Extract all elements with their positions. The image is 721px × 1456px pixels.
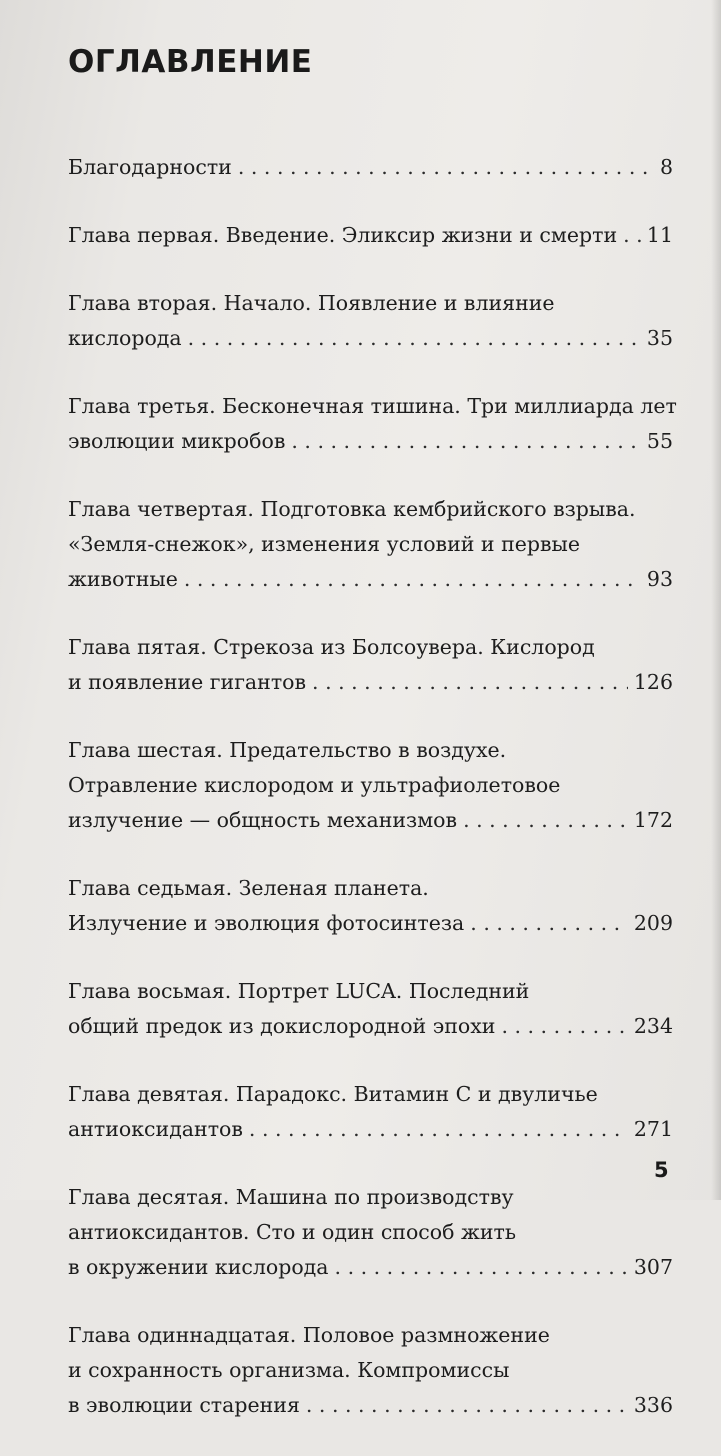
dot-leader xyxy=(184,562,641,597)
dot-leader xyxy=(470,906,628,941)
toc-entry-title-line: Глава одиннадцатая. Половое размножение xyxy=(68,1323,550,1347)
toc-entry-title-line: Глава седьмая. Зеленая планета. xyxy=(68,876,429,900)
toc-entry-title-line: Глава десятая. Машина по производству xyxy=(68,1185,514,1209)
toc-entry-final-line xyxy=(68,803,673,838)
toc-entry-final-line xyxy=(68,1388,673,1423)
toc-page-number: 209 xyxy=(633,911,673,935)
table-of-contents xyxy=(68,150,677,1456)
toc-entry-title-line: в окружении кислорода xyxy=(68,1255,329,1279)
toc-entry xyxy=(68,286,673,356)
toc-entry xyxy=(68,1318,673,1423)
toc-page-number: 126 xyxy=(633,670,673,694)
toc-entry-final-line xyxy=(68,665,673,700)
toc-page-number: 271 xyxy=(633,1117,673,1141)
toc-page-number: 35 xyxy=(646,326,673,350)
toc-page-number: 307 xyxy=(633,1255,673,1279)
toc-entry-final-line xyxy=(68,150,673,185)
dot-leader xyxy=(306,1388,628,1423)
toc-entry-title-line: в эволюции старения xyxy=(68,1393,300,1417)
toc-entry-title-line: Излучение и эволюция фотосинтеза xyxy=(68,911,465,935)
toc-entry-title-line: Глава шестая. Предательство в воздухе. xyxy=(68,738,507,762)
toc-entry-final-line xyxy=(68,562,673,597)
toc-entry-title-line: общий предок из докислородной эпохи xyxy=(68,1014,496,1038)
toc-entry-final-line xyxy=(68,321,673,356)
toc-entry-title-line: и появление гигантов xyxy=(68,670,307,694)
dot-leader xyxy=(335,1250,628,1285)
toc-entry xyxy=(68,492,673,597)
toc-entry-title-line: Благодарности xyxy=(68,155,232,179)
toc-entry-title-line: кислорода xyxy=(68,326,182,350)
toc-entry-title-line: «Земля-снежок», изменения условий и первые xyxy=(68,532,581,556)
page-title: ОГЛАВЛЕНИЕ xyxy=(68,44,313,80)
toc-entry-final-line xyxy=(68,1009,673,1044)
toc-entry xyxy=(68,389,677,459)
toc-entry xyxy=(68,1180,673,1285)
toc-page-number: 11 xyxy=(646,223,673,247)
dot-leader xyxy=(249,1112,628,1147)
toc-entry-title-line: антиоксидантов. Сто и один способ жить xyxy=(68,1220,517,1244)
dot-leader xyxy=(238,150,654,185)
toc-page-number: 234 xyxy=(633,1014,673,1038)
toc-entry-title-line: Глава первая. Введение. Эликсир жизни и смерти xyxy=(68,223,618,247)
toc-entry-final-line xyxy=(68,1112,673,1147)
toc-entry-title-line: Глава третья. Бесконечная тишина. Три миллиарда лет xyxy=(68,394,677,418)
toc-entry-title-line: Глава вторая. Начало. Появление и влияние xyxy=(68,291,555,315)
toc-entry xyxy=(68,218,673,253)
toc-entry-title-line: Глава пятая. Стрекоза из Болсоувера. Кислород xyxy=(68,635,595,659)
toc-entry-title-line: Глава восьмая. Портрет LUCA. Последний xyxy=(68,979,530,1003)
toc-entry-title-line: животные xyxy=(68,567,178,591)
toc-entry-title-line: эволюции микробов xyxy=(68,429,286,453)
toc-entry-final-line xyxy=(68,906,673,941)
dot-leader xyxy=(623,218,641,253)
dot-leader xyxy=(188,321,641,356)
dot-leader xyxy=(312,665,628,700)
toc-page-number: 55 xyxy=(646,429,673,453)
page-number: 5 xyxy=(654,1158,669,1182)
toc-entry-title-line: антиоксидантов xyxy=(68,1117,243,1141)
toc-entry-final-line xyxy=(68,424,673,459)
toc-entry-title-line: излучение — общность механизмов xyxy=(68,808,458,832)
toc-page-number: 172 xyxy=(633,808,673,832)
toc-entry xyxy=(68,1077,673,1147)
toc-entry xyxy=(68,733,673,838)
toc-entry-final-line xyxy=(68,218,673,253)
toc-entry-final-line xyxy=(68,1250,673,1285)
toc-page-number: 93 xyxy=(646,567,673,591)
dot-leader xyxy=(463,803,628,838)
toc-entry xyxy=(68,150,673,185)
toc-entry-title-line: и сохранность организма. Компромиссы xyxy=(68,1358,510,1382)
toc-page-number: 8 xyxy=(659,155,673,179)
dot-leader xyxy=(501,1009,627,1044)
toc-entry xyxy=(68,871,673,941)
toc-entry-title-line: Глава четвертая. Подготовка кембрийского взрыва. xyxy=(68,497,636,521)
toc-page-number: 336 xyxy=(633,1393,673,1417)
toc-entry-title-line: Отравление кислородом и ультрафиолетовое xyxy=(68,773,561,797)
toc-entry xyxy=(68,630,673,700)
toc-entry xyxy=(68,974,673,1044)
dot-leader xyxy=(291,424,641,459)
page-edge-shadow xyxy=(711,0,721,1200)
toc-entry-title-line: Глава девятая. Парадокс. Витамин С и двуличье xyxy=(68,1082,598,1106)
